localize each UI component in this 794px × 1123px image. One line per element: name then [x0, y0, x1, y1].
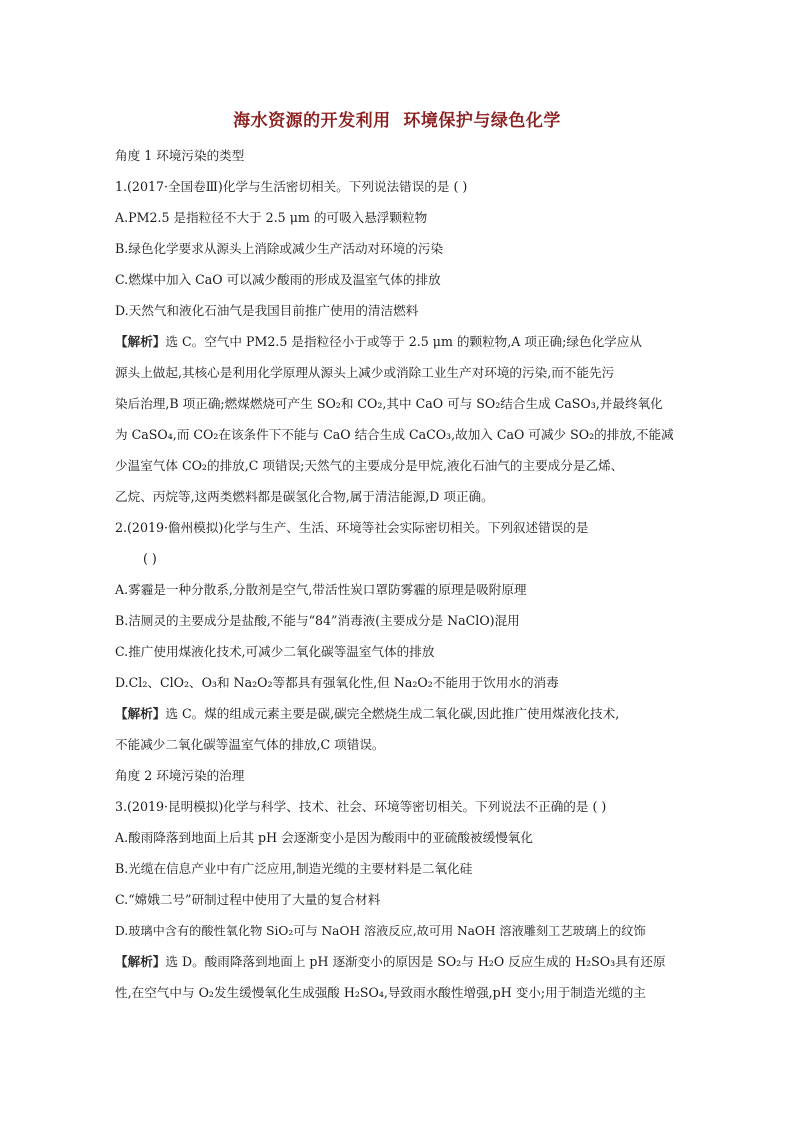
q1-analysis-line-6: 乙烷、丙烷等,这两类燃料都是碳氢化合物,属于清洁能源,D 项正确。 [115, 489, 494, 504]
q2-answer-paren: ( ) [143, 551, 157, 566]
q1-analysis-line-3: 染后治理,B 项正确;燃煤燃烧可产生 SO₂和 CO₂,其中 CaO 可与 SO₂结合生成 CaSO₃,并最终氧化 [115, 396, 663, 411]
q3-option-d: D.玻璃中含有的酸性氧化物 SiO₂可与 NaOH 溶液反应,故可用 NaOH 溶液雕刻工艺玻璃上的纹饰 [115, 924, 646, 938]
q3-analysis-line-1 [115, 954, 685, 970]
analysis-tag: 【解析】 [115, 334, 166, 349]
q1-analysis-line-2: 源头上做起,其核心是利用化学原理从源头上减少或消除工业生产对环境的污染,而不能先污 [115, 365, 615, 380]
q2-option-c: C.推广使用煤液化技术,可减少二氧化碳等温室气体的排放 [115, 644, 435, 659]
q1-option-c: C.燃煤中加入 CaO 可以减少酸雨的形成及温室气体的排放 [115, 272, 441, 287]
section-heading-2: 角度 2 环境污染的治理 [115, 768, 245, 783]
q1-option-b: B.绿色化学要求从源头上消除或减少生产活动对环境的污染 [115, 241, 444, 256]
analysis-tag: 【解析】 [115, 954, 166, 969]
analysis-tag: 【解析】 [115, 706, 166, 721]
q3-analysis-text-1: 选 D。酸雨降落到地面上 pH 逐渐变小的原因是 SO₂与 H₂O 反应生成的 H₂SO₃具有还原 [165, 954, 666, 969]
section-heading-1: 角度 1 环境污染的类型 [115, 148, 245, 163]
q3-option-b: B.光缆在信息产业中有广泛应用,制造光缆的主要材料是二氧化硅 [115, 861, 473, 876]
q1-analysis-line-5: 少温室气体 CO₂的排放,C 项错误;天然气的主要成分是甲烷,液化石油气的主要成分是乙烯、 [115, 458, 624, 473]
q1-analysis-text-1: 选 C。空气中 PM2.5 是指粒径小于或等于 2.5 μm 的颗粒物,A 项正确;绿色化学应从 [165, 334, 642, 349]
q2-option-a: A.雾霾是一种分散系,分散剂是空气,带活性炭口罩防雾霾的原理是吸附原理 [115, 582, 527, 597]
q1-analysis-line-1 [115, 334, 685, 350]
q3-option-a: A.酸雨降落到地面上后其 pH 会逐渐变小是因为酸雨中的亚硫酸被缓慢氧化 [115, 830, 533, 845]
q1-option-d: D.天然气和液化石油气是我国目前推广使用的清洁燃料 [115, 303, 419, 318]
q3-option-c: C.“嫦娥二号”研制过程中使用了大量的复合材料 [115, 892, 381, 907]
q3-analysis-line-2: 性,在空气中与 O₂发生缓慢氧化生成强酸 H₂SO₄,导致雨水酸性增强,pH 变小;用于制造光缆的主 [115, 985, 646, 1000]
q2-option-b: B.洁厕灵的主要成分是盐酸,不能与“84”消毒液(主要成分是 NaClO)混用 [115, 613, 520, 628]
q2-analysis-line-2: 不能减少二氧化碳等温室气体的排放,C 项错误。 [115, 737, 385, 752]
q1-analysis-line-4: 为 CaSO₄,而 CO₂在该条件下不能与 CaO 结合生成 CaCO₃,故加入 CaO 可减少 SO₂的排放,不能减 [115, 427, 674, 442]
page-title: 海水资源的开发利用 环境保护与绿色化学 [233, 111, 561, 131]
q2-stem: 2.(2019·儋州模拟)化学与生产、生活、环境等社会实际密切相关。下列叙述错误的是 [115, 520, 589, 535]
q3-stem: 3.(2019·昆明模拟)化学与科学、技术、社会、环境等密切相关。下列说法不正确的是 ( ) [115, 799, 607, 814]
q1-option-a: A.PM2.5 是指粒径不大于 2.5 μm 的可吸入悬浮颗粒物 [115, 210, 428, 225]
q1-stem: 1.(2017·全国卷Ⅲ)化学与生活密切相关。下列说法错误的是 ( ) [115, 179, 468, 194]
q2-option-d: D.Cl₂、ClO₂、O₃和 Na₂O₂等都具有强氧化性,但 Na₂O₂不能用于饮用水的消毒 [115, 675, 559, 690]
q2-analysis-text-1: 选 C。煤的组成元素主要是碳,碳完全燃烧生成二氧化碳,因此推广使用煤液化技术, [165, 706, 620, 721]
q2-analysis-line-1 [115, 706, 685, 722]
